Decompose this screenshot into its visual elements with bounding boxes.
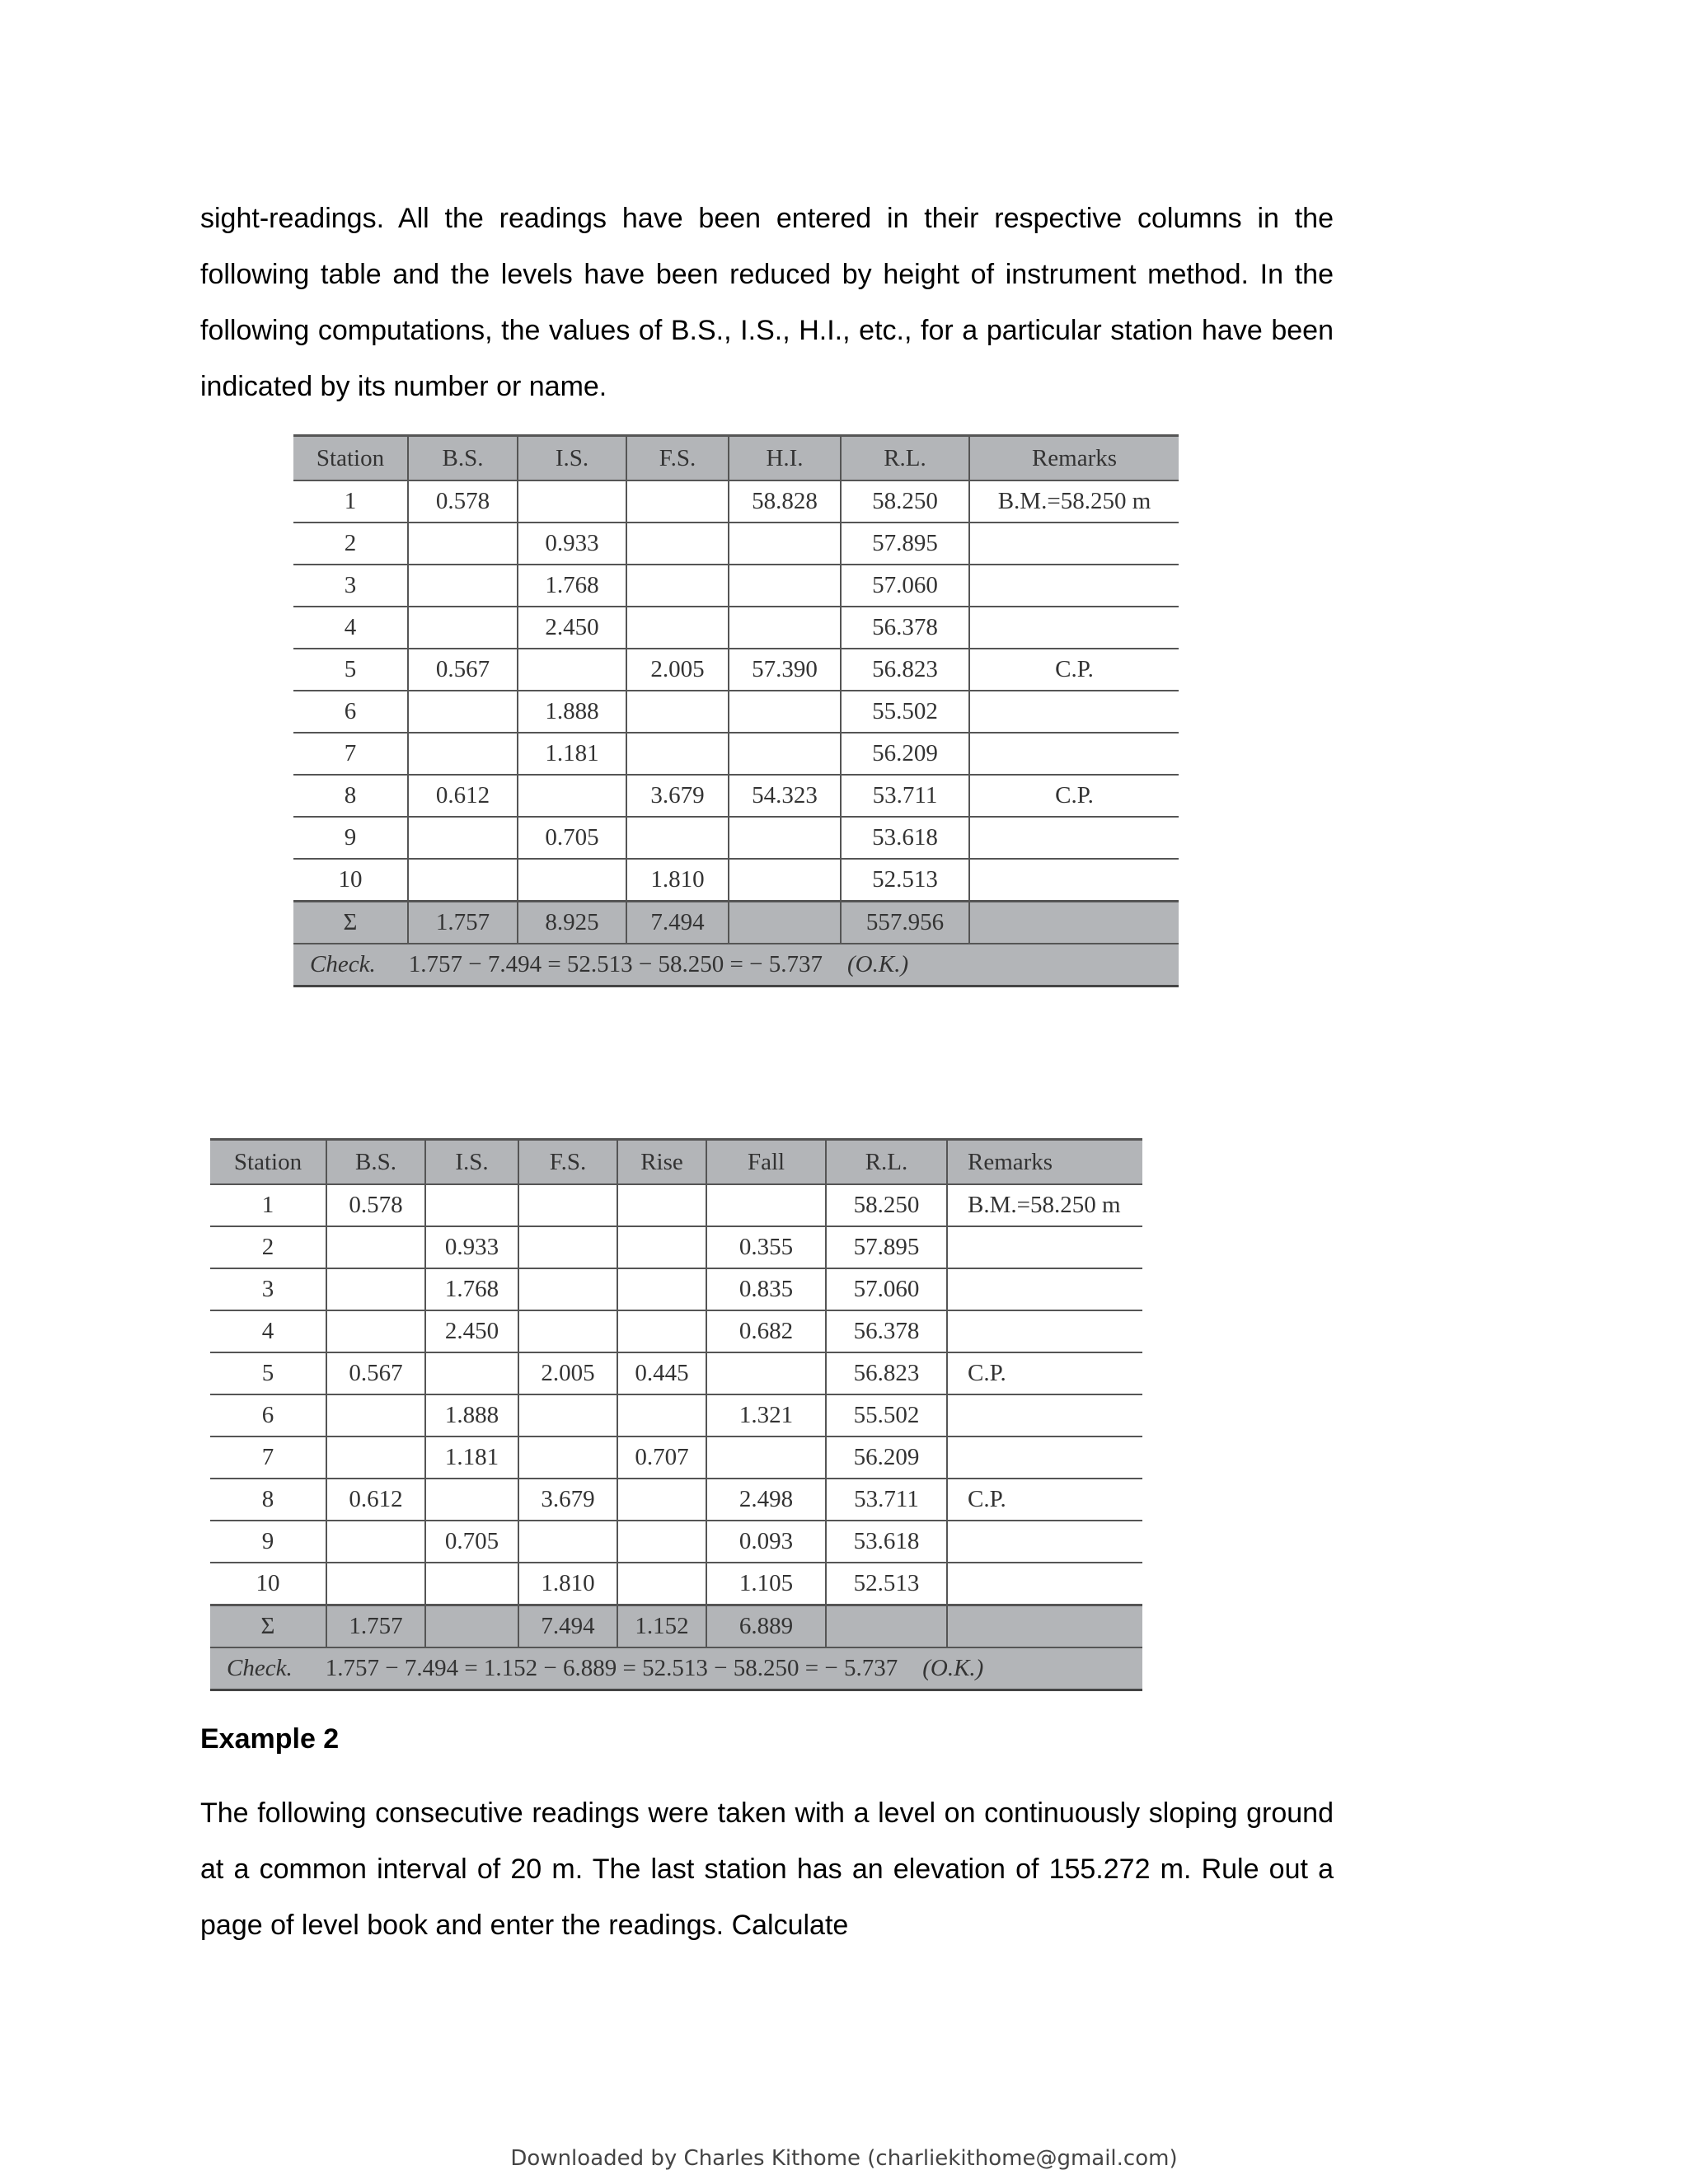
table-row bbox=[293, 480, 1179, 523]
table-cell: 8 bbox=[293, 775, 408, 817]
table-header-row bbox=[293, 436, 1179, 481]
table-cell: 7.494 bbox=[626, 902, 729, 944]
table-cell bbox=[518, 1310, 617, 1352]
table-cell bbox=[408, 733, 518, 775]
table-cell bbox=[326, 1268, 425, 1310]
table-cell: 7 bbox=[210, 1436, 326, 1479]
table-row bbox=[293, 691, 1179, 733]
table-row bbox=[293, 859, 1179, 902]
column-header: F.S. bbox=[518, 1140, 617, 1185]
table-cell bbox=[969, 565, 1179, 607]
table-cell: C.P. bbox=[947, 1352, 1142, 1394]
table-cell bbox=[626, 523, 729, 565]
table-cell bbox=[326, 1521, 425, 1563]
table-cell: 56.378 bbox=[826, 1310, 947, 1352]
table-cell: 54.323 bbox=[729, 775, 841, 817]
table-cell: 3.679 bbox=[518, 1479, 617, 1521]
table-cell bbox=[425, 1184, 518, 1226]
table-cell: 6 bbox=[210, 1394, 326, 1436]
column-header: Station bbox=[210, 1140, 326, 1185]
table-cell: 1.768 bbox=[425, 1268, 518, 1310]
column-header: I.S. bbox=[425, 1140, 518, 1185]
table-cell: 9 bbox=[293, 817, 408, 859]
table-cell bbox=[518, 1394, 617, 1436]
table-row bbox=[210, 1226, 1142, 1268]
table-row bbox=[293, 775, 1179, 817]
table-cell bbox=[947, 1605, 1142, 1648]
table-cell: 53.711 bbox=[841, 775, 969, 817]
column-header: F.S. bbox=[626, 436, 729, 481]
column-header: R.L. bbox=[841, 436, 969, 481]
table-cell bbox=[425, 1563, 518, 1605]
table-cell: 4 bbox=[293, 607, 408, 649]
table-cell bbox=[617, 1479, 706, 1521]
check-cell bbox=[293, 944, 1179, 987]
table-cell: 2.450 bbox=[518, 607, 626, 649]
check-cell bbox=[210, 1647, 1142, 1690]
table-cell bbox=[729, 817, 841, 859]
table-row bbox=[210, 1184, 1142, 1226]
table-cell bbox=[729, 565, 841, 607]
table-cell bbox=[425, 1605, 518, 1648]
table-cell bbox=[326, 1394, 425, 1436]
table-cell: 9 bbox=[210, 1521, 326, 1563]
rise-and-fall-table bbox=[210, 1138, 1142, 1691]
table-cell bbox=[518, 1521, 617, 1563]
table-cell: 4 bbox=[210, 1310, 326, 1352]
table-cell bbox=[947, 1563, 1142, 1605]
table-cell bbox=[626, 565, 729, 607]
table-cell: 0.835 bbox=[706, 1268, 826, 1310]
table-cell bbox=[518, 649, 626, 691]
table-cell: 1.105 bbox=[706, 1563, 826, 1605]
table-cell: 0.612 bbox=[326, 1479, 425, 1521]
table-cell: 6.889 bbox=[706, 1605, 826, 1648]
table-row bbox=[210, 1394, 1142, 1436]
table-row bbox=[293, 565, 1179, 607]
table-cell bbox=[969, 691, 1179, 733]
table-cell: 3 bbox=[293, 565, 408, 607]
table-cell bbox=[947, 1226, 1142, 1268]
sum-row bbox=[210, 1605, 1142, 1648]
table-cell: 1.181 bbox=[425, 1436, 518, 1479]
table-cell bbox=[408, 607, 518, 649]
table-cell: 0.933 bbox=[518, 523, 626, 565]
table-cell: 10 bbox=[293, 859, 408, 902]
column-header: H.I. bbox=[729, 436, 841, 481]
table-cell: C.P. bbox=[969, 649, 1179, 691]
table-cell: 0.612 bbox=[408, 775, 518, 817]
table-cell: 56.823 bbox=[841, 649, 969, 691]
table-cell bbox=[408, 817, 518, 859]
table-cell: 0.705 bbox=[425, 1521, 518, 1563]
table-cell: 2 bbox=[210, 1226, 326, 1268]
table-cell bbox=[408, 523, 518, 565]
check-label: Check. bbox=[310, 951, 376, 977]
table-cell: 0.578 bbox=[408, 480, 518, 523]
table-cell: C.P. bbox=[969, 775, 1179, 817]
table-cell bbox=[947, 1268, 1142, 1310]
table-cell: 2.450 bbox=[425, 1310, 518, 1352]
table-cell: 2.498 bbox=[706, 1479, 826, 1521]
table-cell: 0.355 bbox=[706, 1226, 826, 1268]
table-cell bbox=[518, 775, 626, 817]
table-cell bbox=[729, 902, 841, 944]
table-cell: 2.005 bbox=[626, 649, 729, 691]
table-cell: 8 bbox=[210, 1479, 326, 1521]
table-cell bbox=[969, 607, 1179, 649]
table-cell bbox=[729, 523, 841, 565]
table-cell: 7 bbox=[293, 733, 408, 775]
check-ok: (O.K.) bbox=[922, 1655, 984, 1681]
table-cell bbox=[518, 480, 626, 523]
table-cell bbox=[408, 691, 518, 733]
table-cell bbox=[408, 565, 518, 607]
table-cell bbox=[947, 1394, 1142, 1436]
table-cell: 1.757 bbox=[408, 902, 518, 944]
table-cell bbox=[706, 1436, 826, 1479]
table-cell: 53.711 bbox=[826, 1479, 947, 1521]
example-heading: Example 2 bbox=[200, 1723, 340, 1755]
table-cell bbox=[706, 1184, 826, 1226]
table-cell: 5 bbox=[293, 649, 408, 691]
table-cell: 58.828 bbox=[729, 480, 841, 523]
table-row bbox=[210, 1521, 1142, 1563]
table-cell: 0.933 bbox=[425, 1226, 518, 1268]
table-cell: 0.578 bbox=[326, 1184, 425, 1226]
table-cell: 6 bbox=[293, 691, 408, 733]
table-cell bbox=[729, 859, 841, 902]
table-cell bbox=[518, 859, 626, 902]
table-cell: 1.757 bbox=[326, 1605, 425, 1648]
table-cell bbox=[947, 1436, 1142, 1479]
table-cell bbox=[626, 607, 729, 649]
table-cell: 52.513 bbox=[841, 859, 969, 902]
table-cell bbox=[617, 1184, 706, 1226]
height-of-instrument-table bbox=[293, 434, 1179, 987]
check-equation: 1.757 − 7.494 = 52.513 − 58.250 = − 5.737 bbox=[408, 951, 823, 977]
table-cell bbox=[617, 1394, 706, 1436]
table-row bbox=[210, 1268, 1142, 1310]
table-cell: 57.390 bbox=[729, 649, 841, 691]
table-cell bbox=[408, 859, 518, 902]
table-cell: 3 bbox=[210, 1268, 326, 1310]
table-cell: 1.888 bbox=[425, 1394, 518, 1436]
table-cell: 557.956 bbox=[841, 902, 969, 944]
table-cell: 3.679 bbox=[626, 775, 729, 817]
table-cell: B.M.=58.250 m bbox=[947, 1184, 1142, 1226]
table-cell bbox=[969, 817, 1179, 859]
table-cell bbox=[617, 1521, 706, 1563]
download-footer: Downloaded by Charles Kithome (charliekithome@gmail.com) bbox=[510, 2146, 1178, 2171]
table-cell bbox=[626, 480, 729, 523]
sum-row bbox=[293, 902, 1179, 944]
table-cell bbox=[518, 1436, 617, 1479]
table-cell: 1.810 bbox=[518, 1563, 617, 1605]
column-header: I.S. bbox=[518, 436, 626, 481]
table-cell bbox=[617, 1226, 706, 1268]
table-cell: 0.093 bbox=[706, 1521, 826, 1563]
table-cell bbox=[326, 1563, 425, 1605]
table-cell: 1 bbox=[210, 1184, 326, 1226]
table-row bbox=[210, 1479, 1142, 1521]
table-cell bbox=[425, 1352, 518, 1394]
table-cell: 55.502 bbox=[841, 691, 969, 733]
table-cell bbox=[425, 1479, 518, 1521]
table-header-row bbox=[210, 1140, 1142, 1185]
check-label: Check. bbox=[227, 1655, 293, 1681]
table-cell bbox=[626, 817, 729, 859]
table-row bbox=[210, 1310, 1142, 1352]
table-cell bbox=[326, 1226, 425, 1268]
table-cell: 1.152 bbox=[617, 1605, 706, 1648]
table-cell: 10 bbox=[210, 1563, 326, 1605]
table-cell bbox=[729, 733, 841, 775]
table-cell bbox=[969, 902, 1179, 944]
table-cell: 52.513 bbox=[826, 1563, 947, 1605]
table-cell: 58.250 bbox=[841, 480, 969, 523]
table-row bbox=[210, 1352, 1142, 1394]
table-cell: 2 bbox=[293, 523, 408, 565]
check-equation: 1.757 − 7.494 = 1.152 − 6.889 = 52.513 − 58.250 = − 5.737 bbox=[325, 1655, 898, 1681]
column-header: B.S. bbox=[326, 1140, 425, 1185]
table-cell: 1.810 bbox=[626, 859, 729, 902]
table-cell: 0.707 bbox=[617, 1436, 706, 1479]
table-row bbox=[210, 1563, 1142, 1605]
table-cell bbox=[729, 691, 841, 733]
table-cell: 57.895 bbox=[826, 1226, 947, 1268]
table-row bbox=[293, 523, 1179, 565]
column-header: Station bbox=[293, 436, 408, 481]
table-cell bbox=[518, 1184, 617, 1226]
table-row bbox=[293, 649, 1179, 691]
table-cell bbox=[326, 1310, 425, 1352]
column-header: Rise bbox=[617, 1140, 706, 1185]
check-ok: (O.K.) bbox=[847, 951, 909, 977]
table-cell: 0.682 bbox=[706, 1310, 826, 1352]
table-cell bbox=[947, 1521, 1142, 1563]
table-cell bbox=[518, 1268, 617, 1310]
table-cell: B.M.=58.250 m bbox=[969, 480, 1179, 523]
table-cell bbox=[706, 1352, 826, 1394]
check-row bbox=[210, 1647, 1142, 1690]
table-cell: 53.618 bbox=[841, 817, 969, 859]
table-cell: 0.705 bbox=[518, 817, 626, 859]
table-cell: Σ bbox=[210, 1605, 326, 1648]
column-header: R.L. bbox=[826, 1140, 947, 1185]
table-cell: 1.181 bbox=[518, 733, 626, 775]
table-cell: 0.445 bbox=[617, 1352, 706, 1394]
table-cell bbox=[617, 1310, 706, 1352]
column-header: Remarks bbox=[947, 1140, 1142, 1185]
table-cell bbox=[626, 691, 729, 733]
table-cell: 1.768 bbox=[518, 565, 626, 607]
table-row bbox=[293, 817, 1179, 859]
check-row bbox=[293, 944, 1179, 987]
example-paragraph: The following consecutive readings were taken with a level on continuously sloping ground at a common interval of 20 m. The last station has an elevation of 155.272 m. Rule out a page of level book and enter the readings. Calculate bbox=[200, 1797, 1334, 1941]
table-cell bbox=[518, 1226, 617, 1268]
table-cell: 57.060 bbox=[841, 565, 969, 607]
table-cell: 56.209 bbox=[826, 1436, 947, 1479]
intro-paragraph: sight-readings. All the readings have been entered in their respective columns in the following table and the levels have been reduced by height of instrument method. In the following computations, the values of B.S., I.S., H.I., etc., for a particular station have been indicated by its number or name. bbox=[200, 203, 1334, 402]
table-cell bbox=[617, 1268, 706, 1310]
column-header: Fall bbox=[706, 1140, 826, 1185]
table-cell bbox=[729, 607, 841, 649]
table-cell: 5 bbox=[210, 1352, 326, 1394]
column-header: Remarks bbox=[969, 436, 1179, 481]
table-row bbox=[293, 733, 1179, 775]
table-cell: 0.567 bbox=[408, 649, 518, 691]
table-cell: 1.888 bbox=[518, 691, 626, 733]
table-row bbox=[293, 607, 1179, 649]
table-cell: 57.895 bbox=[841, 523, 969, 565]
table-cell: 0.567 bbox=[326, 1352, 425, 1394]
column-header: B.S. bbox=[408, 436, 518, 481]
table-cell: 58.250 bbox=[826, 1184, 947, 1226]
table-cell bbox=[617, 1563, 706, 1605]
table-cell bbox=[626, 733, 729, 775]
table-cell bbox=[969, 523, 1179, 565]
table-cell: 56.378 bbox=[841, 607, 969, 649]
table-cell bbox=[969, 733, 1179, 775]
table-cell: Σ bbox=[293, 902, 408, 944]
table-cell: 56.823 bbox=[826, 1352, 947, 1394]
table-cell: 1.321 bbox=[706, 1394, 826, 1436]
table-cell: 57.060 bbox=[826, 1268, 947, 1310]
table-cell: C.P. bbox=[947, 1479, 1142, 1521]
table-cell: 2.005 bbox=[518, 1352, 617, 1394]
table-cell: 53.618 bbox=[826, 1521, 947, 1563]
table-cell bbox=[969, 859, 1179, 902]
table-row bbox=[210, 1436, 1142, 1479]
table-cell: 56.209 bbox=[841, 733, 969, 775]
table-cell bbox=[326, 1436, 425, 1479]
table-cell: 8.925 bbox=[518, 902, 626, 944]
table-cell: 7.494 bbox=[518, 1605, 617, 1648]
table-cell: 1 bbox=[293, 480, 408, 523]
table-cell bbox=[947, 1310, 1142, 1352]
table-cell: 55.502 bbox=[826, 1394, 947, 1436]
table-cell bbox=[826, 1605, 947, 1648]
